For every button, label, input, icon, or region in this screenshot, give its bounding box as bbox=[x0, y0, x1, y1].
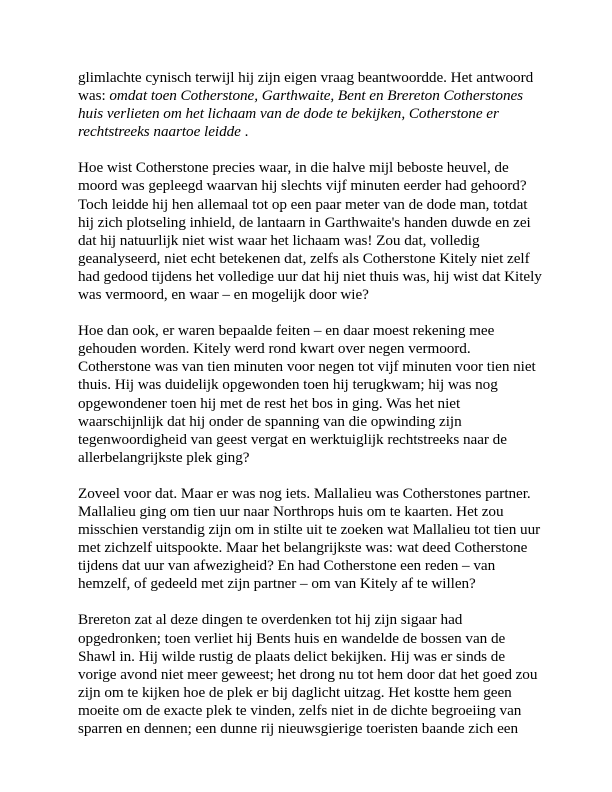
paragraph-1-italic-answer: omdat toen Cotherstone, Garthwaite, Bent en Brereton Cotherstones huis verlieten om het lichaam van de dode te bekijken, Cotherstone er rechtstreeks naartoe leidde bbox=[78, 87, 524, 141]
paragraph-1-tail: . bbox=[240, 123, 249, 141]
paragraph-5: Brereton zat al deze dingen te overdenken tot hij zijn sigaar had opgedronken; toen verliet hij Bents huis en wandelde de bossen van de Shawl in. Hij wilde rustig de plaats delict bekijken. Hij was er sinds de vorige avond niet meer geweest; het drong nu tot hem door dat het goed zou zijn om te kijken hoe de plek er bij daglicht uitzag. Het kostte hem geen moeite om de exacte plek te vinden, zelfs niet in de dichte begroeiing van sparren en dennen; een dunne rij nieuwsgierige toeristen baande zich een bbox=[78, 611, 538, 737]
paragraph-3: Hoe dan ook, er waren bepaalde feiten – en daar moest rekening mee gehouden worden. Kitely werd rond kwart over negen vermoord. Cotherstone was van tien minuten voor negen tot vijf minuten voor tien niet thuis. Hij was duidelijk opgewonden toen hij terugkwam; hij was nog opgewondener toen hij met de rest het bos in ging. Was het niet waarschijnlijk dat hij onder de spanning van die opwinding zijn tegenwoordigheid van geest vergat en werktuiglijk rechtstreeks naar de allerbelangrijkste plek ging? bbox=[78, 322, 536, 466]
paragraph-1 bbox=[78, 69, 542, 141]
paragraph-4: Zoveel voor dat. Maar er was nog iets. Mallalieu was Cotherstones partner. Mallalieu ging om tien uur naar Northrops huis om te kaarten. Het zou misschien verstandig zijn om in stilte uit te zoeken wat Mallalieu tot tien uur met zichzelf uitspookte. Maar het belangrijkste was: wat deed Cotherstone tijdens dat uur van afwezigheid? En had Cotherstone een reden – van hemzelf, of gedeeld met zijn partner – om van Kitely af te willen? bbox=[78, 484, 541, 593]
document-page bbox=[78, 69, 542, 756]
paragraph-2: Hoe wist Cotherstone precies waar, in die halve mijl beboste heuvel, de moord was gepleegd waarvan hij slechts vijf minuten eerder had gehoord? Toch leidde hij hen allemaal tot op een paar meter van de dode man, totdat hij zich plotseling inhield, de lantaarn in Garthwaite's handen duwde en zei dat hij natuurlijk niet wist waar het lichaam was! Zou dat, volledig geanalyseerd, niet echt betekenen dat, zelfs als Cotherstone Kitely niet zelf had gedood tijdens het volledige uur dat hij niet thuis was, hij wist dat Kitely was vermoord, en waar – en mogelijk door wie? bbox=[78, 159, 542, 304]
paragraph-1-text: glimlachte cynisch terwijl hij zijn eigen vraag beantwoordde. Het antwoord was: bbox=[78, 69, 534, 105]
